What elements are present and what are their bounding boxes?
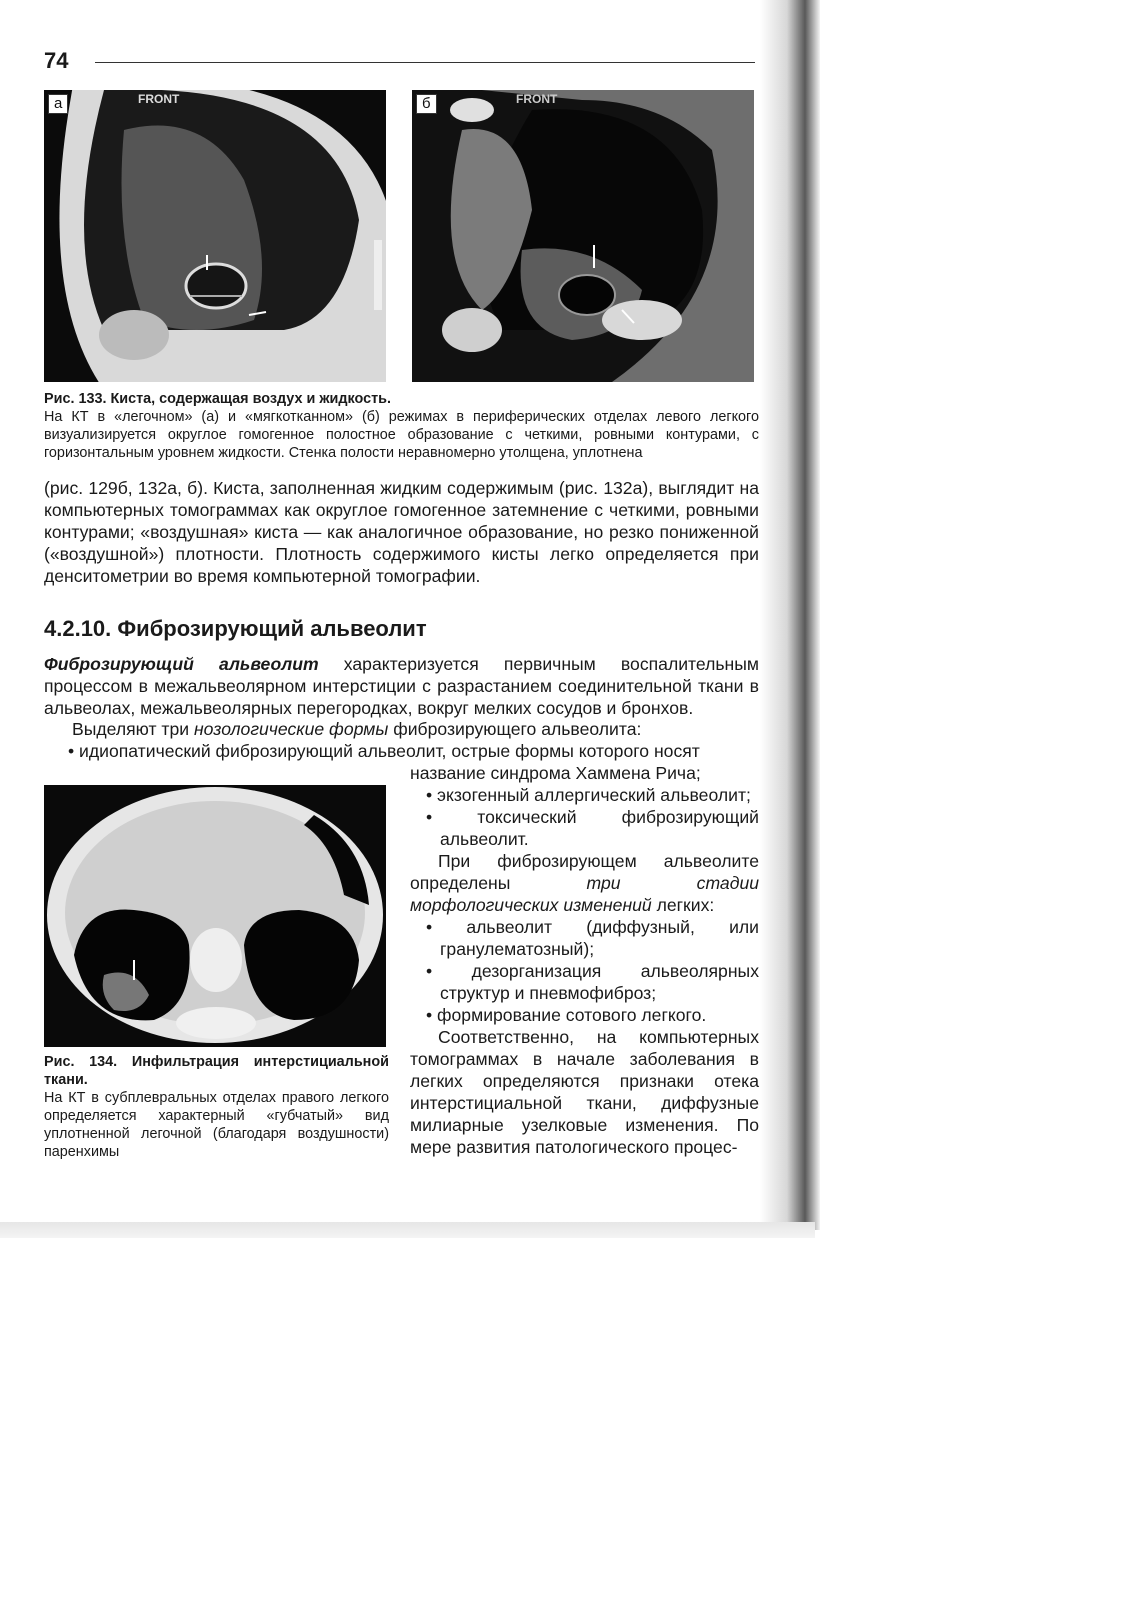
panel-label-a: а [48,94,68,114]
form-item-2: • экзогенный аллергический альвеолит; [426,785,751,805]
form-item-3: • токсический фиброзирующий альвеолит. [426,807,759,849]
figure-133-caption-title: Рис. 133. Киста, содержащая воздух и жидкость. [44,391,392,407]
front-marker: FRONT [138,92,180,106]
section-heading: 4.2.10. Фиброзирующий альвеолит [44,616,427,641]
book-spine-shadow [760,0,820,1230]
figure-134-caption-body: На КТ в субплевральных отделах правого легкого определяется характерный «губчатый» вид уплотненной легочной (благодаря воздушности) паренхимы [44,1090,389,1160]
page-number: 74 [44,48,69,73]
form-item-1-continued: название синдрома Хаммена Рича; [410,763,701,783]
stages-emphasis: три стадии морфологических изменений [410,873,760,915]
closing-paragraph: Соответственно, на компьютерных томограммах в начале заболевания в легких определяются признаки отека интерстициальной ткани, диффузные милиарные узелковые изменения. По мере развития патологического процес- [410,1027,759,1157]
forms-intro-emphasis: нозологические формы [193,719,389,739]
figure-133-caption-body: На КТ в «легочном» (а) и «мягкотканном» (б) режимах в периферических отделах левого легкого визуализируется округлое гомогенное полостное образование с четкими, ровными контурами, с горизонтальным уровнем жидкости. Стенка полости неравномерно утолщена, уплотнена [44,409,759,461]
ct-image-133a [44,90,386,382]
forms-intro-after: фиброзирующего альвеолита: [388,719,642,739]
form-item-1: • идиопатический фиброзирующий альвеолит, острые формы которого носят [68,741,700,761]
stage-item-2: • дезорганизация альвеолярных структур и пневмофиброз; [426,961,759,1003]
figure-134-caption-title: Рис. 134. Инфильтрация интерстициальной ткани. [44,1054,389,1088]
ct-image-134 [44,785,386,1047]
scan-page-edge [0,1222,815,1238]
defined-term: Фиброзирующий альвеолит [44,654,319,674]
figure-134-caption [44,1053,389,1161]
right-column-text [410,784,759,1158]
panel-label-b: б [416,94,437,114]
stages-after: легких: [651,895,715,915]
definition-paragraph [44,653,759,719]
forms-intro-before: Выделяют три [72,719,194,739]
front-marker: FRONT [516,92,558,106]
stage-item-3: • формирование сотового легкого. [426,1005,707,1025]
body-paragraph-1: (рис. 129б, 132а, б). Киста, заполненная жидким содержимым (рис. 132а), выглядит на компьютерных томограммах как округлое гомогенное затемнение с четкими, ровными контурами; «воздушная» киста — как аналогичное образование, но резко пониженной («воздушной») плотности. Плотность содержимого кисты легко определяется при денситометрии во время компьютерной томографии. [44,478,759,586]
forms-intro [44,718,759,740]
stage-item-1: • альвеолит (диффузный, или гранулематозный); [426,917,759,959]
definition-text: характеризуется первичным воспалительным процессом в межальвеолярном интерстиции с разрастанием соединительной ткани в альвеолах, межальвеолярных перегородках, вокруг мелких сосудов и бронхов. [44,654,759,718]
ct-image-133b [412,90,754,382]
header-rule [95,62,755,63]
figure-133-caption [44,390,759,462]
stages-before: При фиброзирующем альвеолите определены [410,851,759,893]
stages-intro [410,850,759,916]
